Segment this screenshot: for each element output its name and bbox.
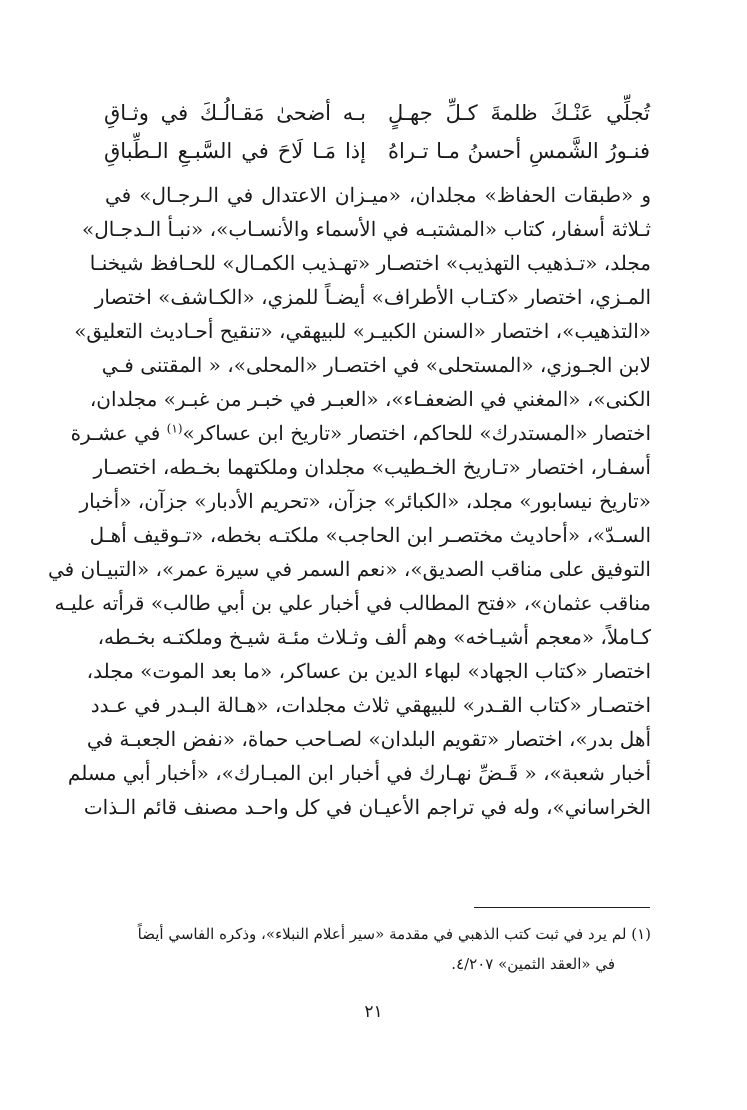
- body-text: [47, 178, 651, 824]
- body-line: أخبار شعبة»، « قَـضِّ نهـارك في أخبار ابن المبـارك»، «أخبار أبي مسلم: [67, 761, 651, 785]
- body-line: و «طبقات الحفاظ» مجلدان، «ميـزان الاعتدال في الـرجـال» في: [105, 183, 651, 207]
- body-line: «تاريخ نيسابور» مجلد، «الكبائر» جزآن، «تحريم الأدبار» جزآن، «أخبار: [79, 489, 651, 513]
- body-line: أهل بدر»، اختصار «تقويم البلدان» لصـاحب حماة، «نفض الجعبـة في: [86, 727, 651, 751]
- body-line: كـاملاً، «معجم أشيـاخه» وهم ألف وثـلاث مئـة شيـخ وملكتـه بخـطه،: [97, 625, 651, 649]
- body-line: اختصار «كتاب الجهاد» لبهاء الدين بن عساكر، «ما بعد الموت» مجلد،: [86, 659, 651, 683]
- verse-1-second-hemistich: بـه أضحىٰ مَقـالُـكَ في وثـاقِ: [104, 101, 366, 125]
- verse-1-first-hemistich: تُجلِّي عَنْـكَ ظلمةَ كـلِّ جهـلٍ: [388, 101, 650, 125]
- footnote-line-1: [105, 919, 651, 949]
- body-line: الكنى»، «المغني في الضعفـاء»، «العبـر في خبـر من غبـر» مجلدان،: [89, 387, 651, 411]
- body-line: اختصـار «كتاب القـدر» للبيهقي ثلاث مجلدات، «هـالة البـدر في عـدد: [90, 693, 651, 717]
- body-line: أسفـار، اختصار «تـاريخ الخـطيب» مجلدان وملكتهما بخـطه، اختصـار: [93, 455, 651, 479]
- footnote-marker: (١): [166, 421, 183, 436]
- body-line-with-footnote: [70, 416, 651, 450]
- verse-2: [104, 132, 650, 170]
- body-line: ثـلاثة أسفار، كتاب «المشتبـه في الأسماء والأنسـاب»، «نبـأ الـدجـال»: [82, 217, 651, 241]
- body-line: مناقب عثمان»، «فتح المطالب في أخبار علي بن أبي طالب» قرأته عليـه: [54, 591, 651, 615]
- page-number: ٢١: [364, 1002, 383, 1022]
- body-line: مجلد، «تـذهيب التهذيب» اختصـار «تهـذيب الكمـال» للحـافظ شيخنـا: [89, 251, 651, 275]
- body-line: المـزي، اختصار «كتـاب الأطراف» أيضـاً للمزي، «الكـاشف» اختصار: [94, 285, 651, 309]
- body-line: الخراساني»، وله في تراجم الأعيـان في كل واحـد مصنف قائم الـذات: [83, 795, 651, 819]
- footnote-number: (١): [631, 925, 651, 943]
- footnote-line-2: في «العقد الثمين» ٤/٢٠٧.: [451, 955, 615, 973]
- verse-2-second-hemistich: إذا مَـا لَاحَ في السَّبـعِ الـطِّباقِ: [104, 139, 366, 163]
- footnote-text: لم يرد في ثبت كتب الذهبي في مقدمة «سير أعلام النبلاء»، وذكره الفاسي أيضاً: [137, 925, 627, 943]
- body-line: لابن الجـوزي، «المستحلى» في اختصـار «المحلى»، « المقتنى فـي: [101, 353, 651, 377]
- body-line: «التذهيب»، اختصار «السنن الكبيـر» للبيهقي، «تنقيح أحـاديث التعليق»: [74, 319, 651, 343]
- body-line-text: اختصار «المستدرك» للحاكم، اختصار «تاريخ ابن عساكر»: [182, 421, 651, 445]
- body-line-tail: في عشـرة: [70, 421, 161, 445]
- verse-2-first-hemistich: فنـورُ الشَّمسِ أحسنُ مـا تـراهُ: [388, 139, 650, 163]
- poem: [104, 94, 650, 170]
- footnote-separator: [474, 907, 650, 908]
- footnote: [105, 919, 651, 979]
- verse-1: [104, 94, 650, 132]
- body-line: السـدّ»، «أحاديث مختصـر ابن الحاجب» ملكتـه بخطه، «تـوقيف أهـل: [89, 523, 651, 547]
- body-line: التوفيق على مناقب الصديق»، «نعم السمر في سيرة عمر»، «التبيـان في: [47, 557, 651, 581]
